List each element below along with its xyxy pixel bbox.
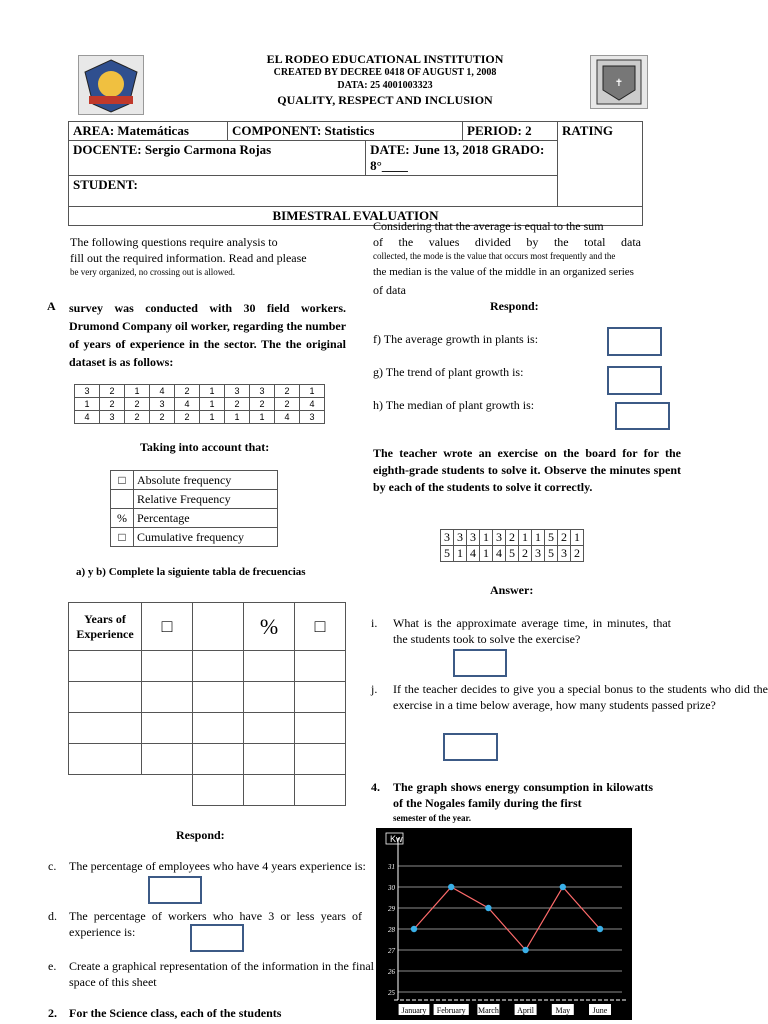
dataset-row <box>75 385 325 398</box>
dataset-cell: 1 <box>200 385 225 398</box>
school-logo-left <box>78 55 144 115</box>
svg-text:✝: ✝ <box>614 78 624 89</box>
key-symbol <box>111 490 134 509</box>
cell[interactable] <box>142 682 193 713</box>
x-tick-label: February <box>436 1006 466 1015</box>
f-answer-box[interactable] <box>607 327 662 356</box>
survey-label: A <box>47 299 56 313</box>
cell[interactable] <box>295 775 346 806</box>
dataset-cell: 2 <box>175 411 200 424</box>
minutes-cell: 4 <box>467 546 480 562</box>
frequency-table[interactable] <box>68 602 346 806</box>
complete-title: a) y b) Complete la siguiente tabla de frecuencias <box>76 566 306 578</box>
rating-cell: RATING <box>558 122 643 207</box>
dataset-cell: 4 <box>175 398 200 411</box>
cell[interactable] <box>142 713 193 744</box>
student-cell[interactable]: STUDENT: <box>69 176 558 207</box>
h-answer-box[interactable] <box>615 402 670 430</box>
dataset-cell: 2 <box>100 385 125 398</box>
dataset-cell: 3 <box>150 398 175 411</box>
dataset-cell: 4 <box>75 411 100 424</box>
minutes-row <box>441 530 584 546</box>
minutes-cell: 1 <box>532 530 545 546</box>
j-text: If the teacher decides to give you a special bonus to the students who did the exercise in a time below average, how many students passed prize? <box>393 682 768 712</box>
minutes-cell: 1 <box>454 546 467 562</box>
years-header: Years of Experience <box>69 603 142 651</box>
period-cell: PERIOD: 2 <box>463 122 558 141</box>
teacher-text: The teacher wrote an exercise on the board for for the eighth-grade students to solve it. Observe the minutes spent by each of the students to solve it correctly. <box>373 446 681 494</box>
data-point-april <box>522 947 528 953</box>
key-symbol: □ <box>111 528 134 547</box>
dataset-cell: 3 <box>225 385 250 398</box>
dataset-row <box>75 398 325 411</box>
key-label: Percentage <box>134 509 278 528</box>
data-point-june <box>597 926 603 932</box>
dataset-cell: 1 <box>200 398 225 411</box>
school-name: EL RODEO EDUCATIONAL INSTITUTION <box>266 52 504 66</box>
q4-small: semester of the year. <box>393 813 471 823</box>
minutes-cell: 5 <box>441 546 454 562</box>
minutes-cell: 5 <box>545 546 558 562</box>
cell[interactable] <box>295 682 346 713</box>
minutes-cell: 1 <box>480 530 493 546</box>
key-label: Absolute frequency <box>134 471 278 490</box>
survey-text: survey was conducted with 30 field workers. Drumond Company oil worker, regarding the number of years of experience in the sector. The the original dataset is as follows: <box>69 301 347 369</box>
dataset-cell: 3 <box>250 385 275 398</box>
data-point-may <box>560 884 566 890</box>
q2-label: 2. <box>48 1006 57 1020</box>
x-tick-label: March <box>477 1006 499 1015</box>
dataset-cell: 1 <box>250 411 275 424</box>
cell[interactable] <box>142 651 193 682</box>
consider-line1: Considering that the average is equal to the sum <box>373 219 604 233</box>
intro-line2: fill out the required information. Read and please <box>70 251 307 265</box>
i-answer-box[interactable] <box>453 649 507 677</box>
dataset-cell: 3 <box>300 411 325 424</box>
respond-left-title: Respond: <box>176 828 225 842</box>
dataset-cell: 2 <box>275 385 300 398</box>
minutes-row <box>441 546 584 562</box>
y-axis-label: Kw <box>390 834 403 844</box>
key-table <box>110 470 278 547</box>
taking-title: Taking into account that: <box>140 440 270 454</box>
d-answer-box[interactable] <box>190 924 244 952</box>
q2-text: For the Science class, each of the students <box>69 1006 282 1020</box>
minutes-cell: 2 <box>558 530 571 546</box>
i-text: What is the approximate average time, in minutes, that the students took to solve the exercise? <box>393 616 671 646</box>
e-label: e. <box>48 959 57 973</box>
cell[interactable] <box>295 651 346 682</box>
area-cell: AREA: Matemáticas <box>69 122 228 141</box>
key-row <box>111 528 278 547</box>
data-point-january <box>411 926 417 932</box>
cell[interactable] <box>244 651 295 682</box>
h-text: h) The median of plant growth is: <box>373 398 535 412</box>
cell[interactable] <box>142 744 193 775</box>
cell[interactable] <box>295 744 346 775</box>
intro-line3: be very organized, no crossing out is allowed. <box>70 267 236 277</box>
school-logo-right <box>590 55 648 109</box>
motto-line: QUALITY, RESPECT AND INCLUSION <box>277 93 493 107</box>
y-tick-label: 25 <box>388 989 395 997</box>
y-tick-label: 31 <box>388 863 395 871</box>
minutes-cell: 5 <box>506 546 519 562</box>
dataset-cell: 2 <box>175 385 200 398</box>
y-tick-label: 28 <box>388 926 395 934</box>
dataset-cell: 3 <box>75 385 100 398</box>
c-answer-box[interactable] <box>148 876 202 904</box>
abs-header: □ <box>142 603 193 651</box>
y-tick-label: 30 <box>388 884 395 892</box>
key-label: Cumulative frequency <box>134 528 278 547</box>
minutes-cell: 3 <box>532 546 545 562</box>
minutes-cell: 3 <box>467 530 480 546</box>
intro-line1: The following questions require analysis to <box>70 235 278 249</box>
minutes-cell: 5 <box>545 530 558 546</box>
j-answer-box[interactable] <box>443 733 498 761</box>
f-text: f) The average growth in plants is: <box>373 332 539 346</box>
d-label: d. <box>48 909 57 923</box>
dataset-cell: 1 <box>300 385 325 398</box>
minutes-cell: 3 <box>454 530 467 546</box>
key-label: Relative Frequency <box>134 490 278 509</box>
cell[interactable] <box>193 713 244 744</box>
cell[interactable] <box>69 744 142 775</box>
x-tick-label: January <box>401 1006 427 1015</box>
minutes-cell: 2 <box>506 530 519 546</box>
c-text: The percentage of employees who have 4 years experience is: <box>69 859 366 873</box>
cell[interactable] <box>193 682 244 713</box>
x-tick-label: April <box>517 1006 535 1015</box>
table-row <box>69 775 346 806</box>
minutes-cell: 1 <box>571 530 584 546</box>
c-label: c. <box>48 859 57 873</box>
key-symbol: % <box>111 509 134 528</box>
consider-line5: of data <box>373 283 406 297</box>
i-label: i. <box>371 616 378 630</box>
dataset-cell: 2 <box>150 411 175 424</box>
decree-line: CREATED BY DECREE 0418 OF AUGUST 1, 2008 <box>273 67 497 78</box>
cell-empty <box>142 775 193 806</box>
cell[interactable] <box>244 744 295 775</box>
energy-line-chart <box>376 828 632 1020</box>
y-tick-label: 26 <box>388 968 395 976</box>
evaluation-title: BIMESTRAL EVALUATION <box>69 207 643 226</box>
cell[interactable] <box>69 682 142 713</box>
y-tick-label: 29 <box>388 905 395 913</box>
g-text: g) The trend of plant growth is: <box>373 365 524 379</box>
pct-header: % <box>244 603 295 651</box>
dataset-cell: 4 <box>275 411 300 424</box>
dataset-cell: 2 <box>125 411 150 424</box>
minutes-table <box>440 529 584 562</box>
consider-line4: the median is the value of the middle in an organized series <box>373 266 634 278</box>
data-point-march <box>485 905 491 911</box>
dataset-cell: 4 <box>150 385 175 398</box>
g-answer-box[interactable] <box>607 366 662 395</box>
j-label: j. <box>371 682 378 696</box>
minutes-cell: 2 <box>571 546 584 562</box>
q4-text: The graph shows energy consumption in kilowatts of the Nogales family during the first <box>393 780 653 810</box>
minutes-cell: 3 <box>441 530 454 546</box>
data-line: DATA: 25 4001003323 <box>337 80 433 91</box>
cell[interactable] <box>295 713 346 744</box>
cell-empty <box>69 775 142 806</box>
cell[interactable] <box>193 744 244 775</box>
dataset-cell: 2 <box>275 398 300 411</box>
dataset-cell: 2 <box>125 398 150 411</box>
table-row <box>69 651 346 682</box>
y-tick-label: 27 <box>388 947 395 955</box>
cell[interactable] <box>193 775 244 806</box>
x-tick-label: June <box>592 1006 608 1015</box>
docente-cell: DOCENTE: Sergio Carmona Rojas <box>69 141 366 176</box>
component-cell: COMPONENT: Statistics <box>228 122 463 141</box>
minutes-cell: 3 <box>558 546 571 562</box>
chart-background <box>376 828 632 1020</box>
cum-header: □ <box>295 603 346 651</box>
e-text: Create a graphical representation of the information in the final space of this sheet <box>69 959 374 989</box>
minutes-cell: 1 <box>480 546 493 562</box>
dataset-cell: 1 <box>75 398 100 411</box>
dataset-cell: 2 <box>225 398 250 411</box>
cell[interactable] <box>244 713 295 744</box>
dataset-cell: 1 <box>200 411 225 424</box>
minutes-cell: 2 <box>519 546 532 562</box>
minutes-cell: 3 <box>493 530 506 546</box>
cell[interactable] <box>69 651 142 682</box>
dataset-cell: 1 <box>125 385 150 398</box>
dataset-table <box>74 384 325 424</box>
cell[interactable] <box>244 682 295 713</box>
info-table <box>68 121 643 226</box>
date-cell: DATE: June 13, 2018 GRADO: 8°____ <box>366 141 558 176</box>
consider-line3: collected, the mode is the value that occurs most frequently and the <box>373 251 616 261</box>
table-row <box>69 713 346 744</box>
d-text: The percentage of workers who have 3 or less years of experience is: <box>69 909 362 939</box>
minutes-cell: 1 <box>519 530 532 546</box>
dataset-cell: 2 <box>250 398 275 411</box>
answer-title: Answer: <box>490 583 534 597</box>
dataset-cell: 2 <box>100 398 125 411</box>
key-row <box>111 490 278 509</box>
dataset-cell: 1 <box>225 411 250 424</box>
key-row <box>111 509 278 528</box>
cell[interactable] <box>244 775 295 806</box>
dataset-cell: 4 <box>300 398 325 411</box>
key-row <box>111 471 278 490</box>
table-row <box>69 744 346 775</box>
dataset-cell: 3 <box>100 411 125 424</box>
respond-right-title: Respond: <box>490 299 539 313</box>
x-tick-label: May <box>555 1006 571 1015</box>
cell[interactable] <box>193 651 244 682</box>
rel-header <box>193 603 244 651</box>
minutes-cell: 4 <box>493 546 506 562</box>
key-symbol: □ <box>111 471 134 490</box>
data-point-february <box>448 884 454 890</box>
dataset-row <box>75 411 325 424</box>
q4-label: 4. <box>371 780 380 794</box>
cell[interactable] <box>69 713 142 744</box>
consider-line2: of the values divided by the total data <box>373 235 641 249</box>
table-row <box>69 682 346 713</box>
